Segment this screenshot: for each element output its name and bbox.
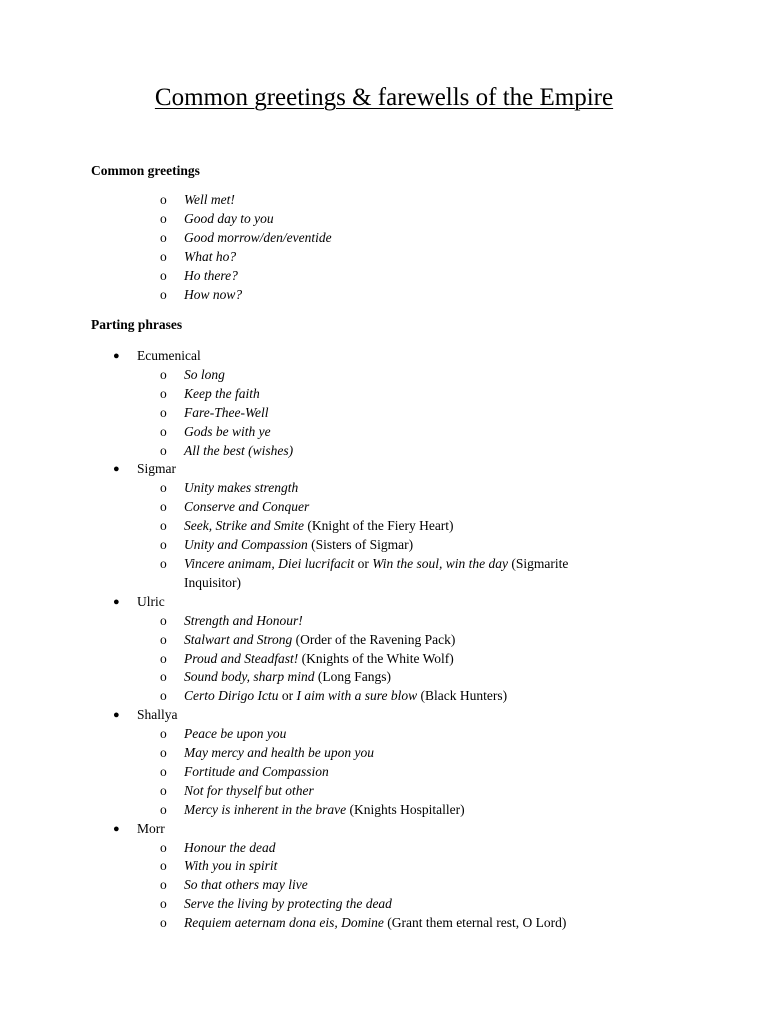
hollow-bullet-icon: o — [160, 763, 167, 779]
list-item: o So that others may live — [0, 876, 768, 895]
group-label-shallya: ● Shallya — [0, 706, 768, 725]
list-item: o Unity makes strength — [0, 479, 768, 498]
list-item: o Serve the living by protecting the dead — [0, 895, 768, 914]
list-item: o May mercy and health be upon you — [0, 744, 768, 763]
hollow-bullet-icon: o — [160, 499, 167, 515]
hollow-bullet-icon: o — [160, 229, 167, 245]
list-item: o Gods be with ye — [0, 423, 768, 442]
list-item: o All the best (wishes) — [0, 442, 768, 461]
hollow-bullet-icon: o — [160, 192, 167, 207]
hollow-bullet-icon: o — [160, 248, 167, 264]
filled-bullet-icon: ● — [113, 350, 120, 362]
filled-bullet-icon: ● — [113, 595, 120, 608]
hollow-bullet-icon: o — [160, 650, 167, 666]
hollow-bullet-icon: o — [160, 480, 167, 496]
hollow-bullet-icon: o — [160, 631, 167, 647]
list-item: o Certo Dirigo Ictu or I aim with a sure blow (Black Hunters) — [0, 687, 768, 706]
group-label-morr: ● Morr — [0, 820, 768, 839]
section-heading-greetings: Common greetings — [91, 163, 200, 178]
hollow-bullet-icon: o — [160, 518, 167, 534]
hollow-bullet-icon: o — [160, 915, 167, 931]
list-item: o Well met! — [0, 191, 768, 210]
hollow-bullet-icon: o — [160, 537, 167, 553]
filled-bullet-icon: ● — [113, 709, 120, 722]
hollow-bullet-icon: o — [160, 210, 167, 226]
hollow-bullet-icon: o — [160, 612, 167, 628]
list-item: o Strength and Honour! — [0, 612, 768, 631]
list-item: o Unity and Compassion (Sisters of Sigmar) — [0, 536, 768, 555]
hollow-bullet-icon: o — [160, 688, 167, 704]
group-label-ecumenical: ● Ecumenical — [0, 347, 768, 366]
parting-list — [0, 347, 768, 933]
list-item: o Fare-Thee-Well — [0, 404, 768, 423]
list-item: o Good day to you — [0, 210, 768, 229]
list-item: o Not for thyself but other — [0, 782, 768, 801]
hollow-bullet-icon: o — [160, 423, 167, 439]
hollow-bullet-icon: o — [160, 745, 167, 761]
hollow-bullet-icon: o — [160, 404, 167, 420]
list-item: o Proud and Steadfast! (Knights of the White Wolf) — [0, 650, 768, 669]
filled-bullet-icon: ● — [113, 463, 120, 476]
list-item: o Mercy is inherent in the brave (Knights Hospitaller) — [0, 801, 768, 820]
greetings-list — [0, 191, 768, 304]
list-item: o Requiem aeternam dona eis, Domine (Grant them eternal rest, O Lord) — [0, 914, 768, 933]
list-item: o So long — [0, 366, 768, 385]
list-item: o Conserve and Conquer — [0, 498, 768, 517]
section-heading-parting: Parting phrases — [91, 317, 183, 332]
list-item: o Sound body, sharp mind (Long Fangs) — [0, 668, 768, 687]
hollow-bullet-icon: o — [160, 442, 167, 458]
list-item: o Seek, Strike and Smite (Knight of the Fiery Heart) — [0, 517, 768, 536]
group-label-sigmar: ● Sigmar — [0, 460, 768, 479]
hollow-bullet-icon: o — [160, 877, 167, 893]
list-item: o Peace be upon you — [0, 725, 768, 744]
list-item: o Keep the faith — [0, 385, 768, 404]
hollow-bullet-icon: o — [160, 267, 167, 283]
hollow-bullet-icon: o — [160, 669, 167, 685]
list-item: o What ho? — [0, 248, 768, 267]
list-item: o Fortitude and Compassion — [0, 763, 768, 782]
list-item: o Vincere animam, Diei lucrifacit or Win the soul, win the day (Sigmarite Inquisitor) — [160, 555, 569, 590]
list-item: o Good morrow/den/eventide — [0, 229, 768, 248]
hollow-bullet-icon: o — [160, 385, 167, 401]
hollow-bullet-icon: o — [160, 726, 167, 742]
hollow-bullet-icon: o — [160, 858, 167, 874]
list-item: o Ho there? — [0, 267, 768, 286]
hollow-bullet-icon: o — [160, 286, 167, 302]
list-item: o Honour the dead — [0, 839, 768, 858]
hollow-bullet-icon: o — [160, 366, 167, 382]
hollow-bullet-icon: o — [160, 782, 167, 798]
page-title: Common greetings & farewells of the Empire — [154, 84, 614, 111]
list-item: o How now? — [0, 286, 768, 305]
list-item: o With you in spirit — [0, 857, 768, 876]
filled-bullet-icon: ● — [113, 822, 120, 835]
hollow-bullet-icon: o — [160, 555, 167, 571]
hollow-bullet-icon: o — [160, 896, 167, 912]
hollow-bullet-icon: o — [160, 839, 167, 855]
hollow-bullet-icon: o — [160, 801, 167, 817]
list-item: o Stalwart and Strong (Order of the Ravening Pack) — [0, 631, 768, 650]
group-label-ulric: ● Ulric — [0, 593, 768, 612]
